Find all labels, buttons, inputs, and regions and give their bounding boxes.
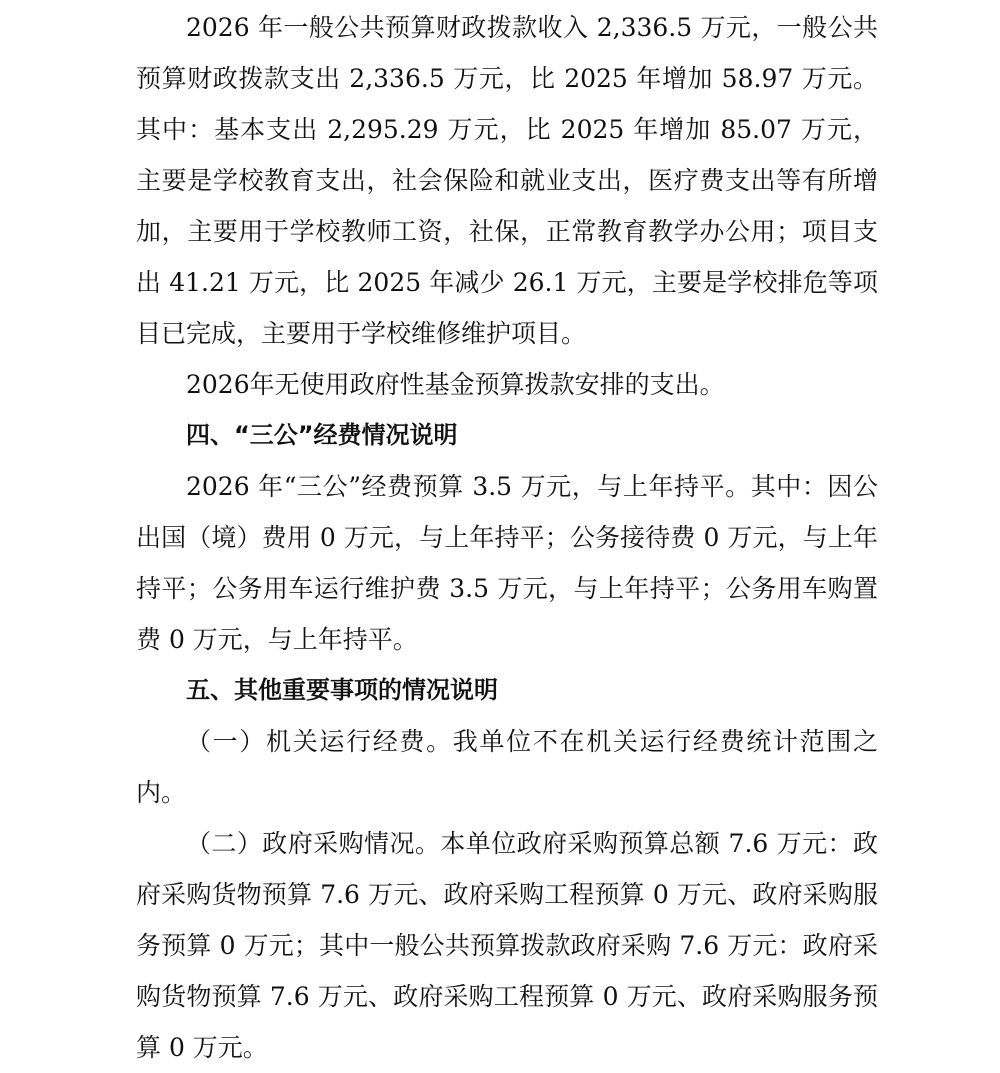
procurement-paragraph: （二）政府采购情况。本单位政府采购预算总额 7.6 万元：政府采购货物预算 7.6 万元、政府采购工程预算 0 万元、政府采购服务预算 0 万元；其中一般公共预算拨款政府采购 7.6 万元：政府采购货物预算 7.6 万元、政府采购工程预算 0 万元、政府采购服务预算 0 万元。	[136, 829, 878, 1062]
section-five-heading: 五、其他重要事项的情况说明	[186, 676, 498, 704]
fund-budget-paragraph: 2026年无使用政府性基金预算拨款安排的支出。	[186, 370, 725, 399]
budget-paragraph: 2026 年一般公共预算财政拨款收入 2,336.5 万元，一般公共预算财政拨款支出 2,336.5 万元，比 2025 年增加 58.97 万元。其中：基本支出 2,295.29 万元，比 2025 年增加 85.07 万元，主要是学校教育支出，社会保险和就业支出，医疗费支出等有所增加，主要用于学校教师工资，社保，正常教育教学办公用；项目支出 41.21 万元，比 2025 年减少 26.1 万元，主要是学校排危等项目已完成，主要用于学校维修维护项目。	[136, 13, 878, 348]
three-public-expenses-paragraph: 2026 年“三公”经费预算 3.5 万元，与上年持平。其中：因公出国（境）费用 0 万元，与上年持平；公务接待费 0 万元，与上年持平；公务用车运行维护费 3.5 万元，与上年持平；公务用车购置费 0 万元，与上年持平。	[136, 472, 878, 654]
section-four-heading: 四、“三公”经费情况说明	[186, 421, 458, 449]
office-operation-paragraph: （一）机关运行经费。我单位不在机关运行经费统计范围之内。	[136, 727, 878, 807]
document-page	[136, 0, 878, 1073]
